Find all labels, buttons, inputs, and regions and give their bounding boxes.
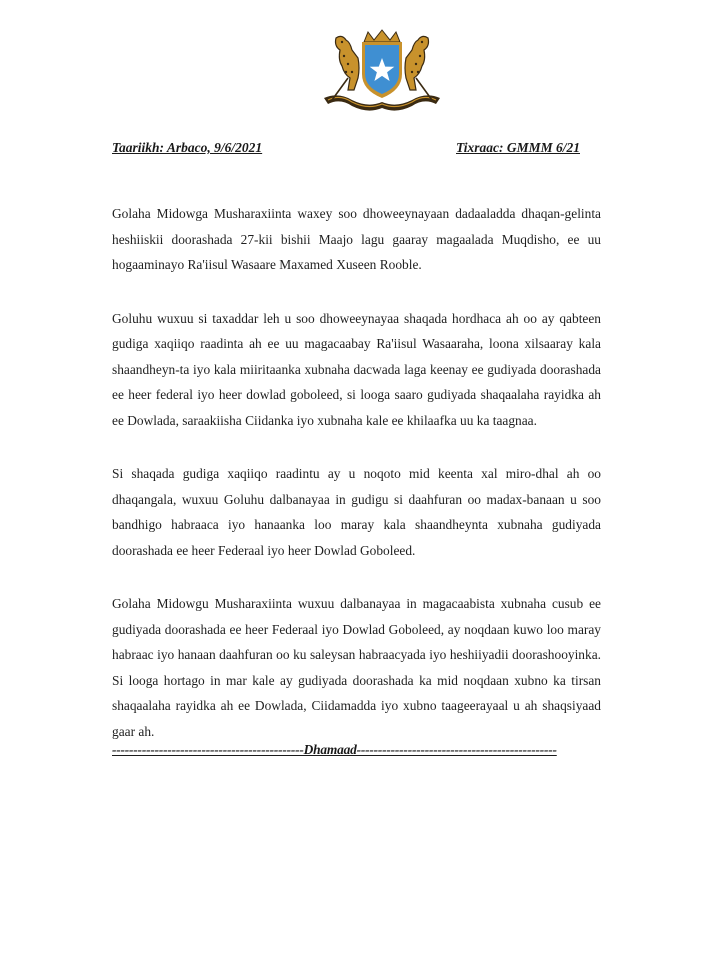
closing-line: ---------------------------------------------Dhamaad----------------------------------------------- [112,742,557,757]
document-body [112,201,601,772]
reference-line: Tixraac: GMMM 6/21 [456,140,580,155]
date-line: Taariikh: Arbaco, 9/6/2021 [112,140,263,155]
header-meta [112,140,580,160]
paragraph: Golaha Midowga Musharaxiinta waxey soo dhoweeynayaan dadaaladda dhaqan-gelinta heshiiskii doorashada 27-kii bishii Maajo lagu gaaray magaalada Muqdisho, ee uu hogaaminayo Ra'iisul Wasaare Maxamed Xuseen Rooble. [112,206,601,272]
paragraph: Golaha Midowgu Musharaxiinta wuxuu dalbanayaa in magacaabista xubnaha cusub ee gudiyada doorashada ee heer Federaal iyo Dowlad Goboleed, ay noqdaan kuwo loo maray habraac iyo hanaan daahfuran oo ku saleysan habraacyada iyo heshiiyadii doorashooyinka. Si looga hortago in mar kale ay gudiyada doorashada ka mid noqdaan xubno ka tirsan shaqaalaha rayidka ah ee Dowlada, Ciidamadda iyo xubno taageerayaal u ah shaqsiyaad gaar ah. [112,596,601,739]
paragraph: Goluhu wuxuu si taxaddar leh u soo dhoweeynayaa shaqada hordhaca ah oo ay qabteen gudiga xaqiiqo raadinta ah ee uu magacaabay Ra'iisul Wasaaraha, loona xilsaaray kala shaandheyn-ta iyo kala miiritaanka xubnaha dacwada laga keenay ee gudiyada doorashada ee heer federal iyo heer dowlad goboleed, si looga saaro gudiyada shaqaalaha rayidka ah ee Dowlada, saraakiisha Ciidanka iyo xubnaha kale ee khilaafka uu ka taagnaa. [112,310,601,428]
paragraph: Si shaqada gudiga xaqiiqo raadintu ay u noqoto mid keenta xal miro-dhal ah oo dhaqangala, wuxuu Goluhu dalbanayaa in gudigu si daahfuran oo madax-banaan u soo bandhigo habraaca iyo hanaanka loo maray kala shaandheynta xubnaha gudiyada doorashada ee heer Federaal iyo heer Dowlad Goboleed. [112,466,601,558]
coat-of-arms-icon [318,28,446,114]
